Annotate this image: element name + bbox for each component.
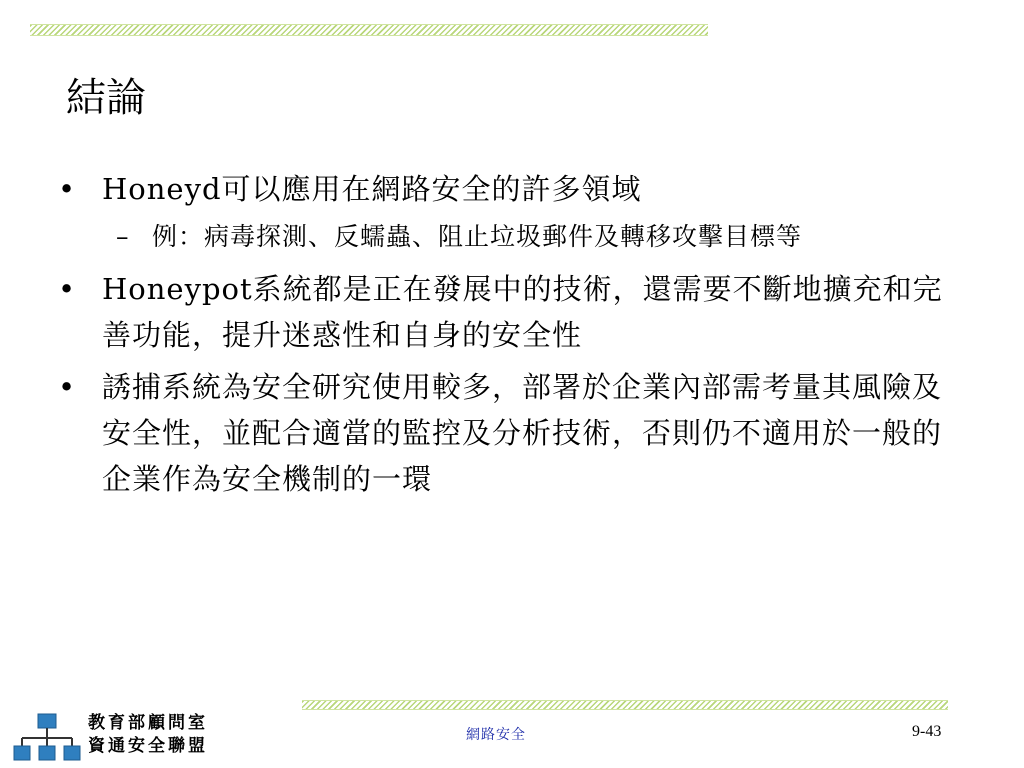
logo-line-2: 資通安全聯盟 — [88, 736, 208, 756]
bullet-item-3 — [58, 364, 948, 502]
logo-text — [88, 712, 208, 758]
sub-bullet-marker: – — [116, 222, 130, 251]
bullet-text: Honeypot系統都是正在發展中的技術，還需要不斷地擴充和完善功能，提升迷惑性和自身的安全性 — [102, 272, 943, 352]
logo-line-1: 教育部顧問室 — [88, 713, 208, 733]
bottom-hatch-decoration — [302, 700, 948, 710]
bullet-marker: • — [58, 370, 77, 404]
sub-bullet-text: 例：病毒探測、反蠕蟲、阻止垃圾郵件及轉移攻擊目標等 — [152, 222, 803, 251]
footer-course-title: 網路安全 — [466, 727, 526, 743]
bullet-text: 誘捕系統為安全研究使用較多，部署於企業內部需考量其風險及安全性，並配合適當的監控及分析技術，否則仍不適用於一般的企業作為安全機制的一環 — [102, 370, 943, 496]
network-tree-icon — [12, 712, 82, 764]
page-number: 9-43 — [912, 723, 942, 740]
slide-content — [58, 166, 948, 508]
sub-bullet-item-1 — [58, 218, 962, 256]
top-hatch-decoration — [30, 24, 708, 36]
moe-logo — [12, 708, 232, 764]
slide-title: 結論 — [66, 75, 146, 121]
bullet-item-2 — [58, 266, 948, 358]
bullet-item-1 — [58, 166, 948, 212]
bullet-text: Honeyd可以應用在網路安全的許多領域 — [102, 172, 642, 206]
bullet-marker: • — [58, 272, 77, 306]
bullet-marker: • — [58, 172, 77, 206]
